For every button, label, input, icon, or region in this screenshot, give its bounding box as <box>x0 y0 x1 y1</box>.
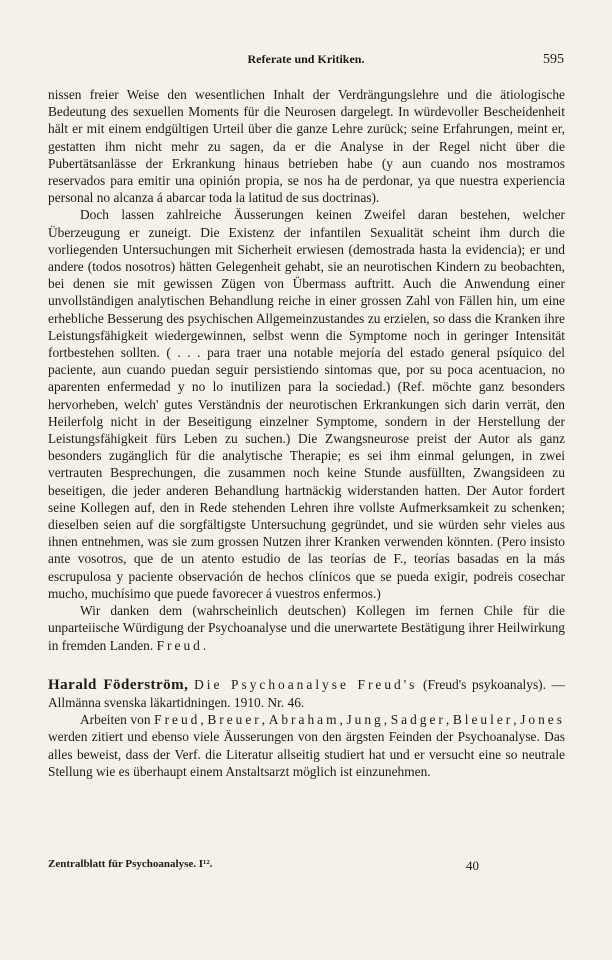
cited-name: Bleuler <box>452 712 514 728</box>
paragraph: Doch lassen zahlreiche Äusserungen keinen Zweifel daran bestehen, welcher Überzeugung er zuneigt. Die Existenz der infantilen Sexualität scheint ihm durch die vorliegenden Untersuchungen mit Sicherheit erwiesen (demostrada hasta la evidencia); er und andere (todos nosotros) hätten Gelegenheit gehabt, sie an neurotischen Kindern zu beobachten, bei denen sie mit gewissen Zügen von Übermass auftritt. Auch die Anwendung einer unvollständigen analytischen Behandlung reiche in einer grossen Zahl von Fällen hin, um eine erhebliche Besserung des psychischen Allgemeinzustandes zu erzielen, so dass die Kranken ihre Leistungsfähigkeit wiedergewinnen, selbst wenn die Symptome noch in geringer Intensität fortbestehen sollten. ( . . . para traer una notable mejoría del estado general psíquico del paciente, aun cuando puedan seguir persistiendo sintomas que, por su poca acentuacion, no aparenten enfermedad y no lo inutilizen para la sociedad.) (Ref. möchte ganz besonders hervorheben, welch' gutes Verständnis der neurotischen Erkrankungen sich darin verrät, den Heilerfolg nicht in der Beseitigung einzelner Symptome, sondern in der Herstellung der Leistungsfähigkeit fürs Leben zu suchen.) Die Zwangsneurose preist der Autor als ganz besonders zugänglich für die analytische Therapie; es sei ihm einmal gelungen, in zwei vertrauten Besprechungen, die zusammen noch keine Stunde ausfüllten, Zwangsideen zu beseitigen, die jeder anderen Behandlung hartnäckig widerstanden hatten. Der Autor fordert seine Kollegen auf, den in Rede stehenden Lehren ihre vollste Aufmerksamkeit zu schenken; dieselben seien auf die sorgfältigste Untersuchung gegründet, und sie würden sehr vieles aus ihnen entnehmen, was sie zum grossen Nutzen ihrer Kranken verwenden könnten. (Pero insisto ante vosotros, que de un atento estudio de las teorías de F., teorías basadas en la más escrupulosa y paciente observación de hechos clínicos que se pueda exigir, podreis cosechar mucho, muchísimo que puede favorecer á vuestros enfermos.) <box>48 207 565 601</box>
review-heading <box>48 676 565 711</box>
cited-name: Abraham <box>268 712 340 728</box>
cited-name: Freud <box>154 712 201 728</box>
page-number: 595 <box>543 52 564 67</box>
reviewed-details: (Freud's psykoanalys). — Allmänna svenska läkartidningen. 1910. Nr. 46. <box>48 676 566 710</box>
paragraph-closing <box>48 602 565 654</box>
review-text-rest: werden zitiert und ebenso viele Äusserungen von den ärgsten Feinden der Psychoanalyse. Das alles beweist, dass der Verf. die Literatur allseitig studiert hat und er versucht eine so neutrale Stellung wie es überhaupt einem Anstaltsarzt möglich ist einzunehmen. <box>48 729 565 779</box>
review-paragraph: Arbeiten von Freud, Breuer, Abraham, Jung, Sadger, Bleuler, Jones werden zitiert und ebenso viele Äusserungen von den ärgsten Feinden der Psychoanalyse. Das alles beweist, dass der Verf. die Literatur allseitig studiert hat und er versucht eine so neutrale Stellung wie es überhaupt einem Anstaltsarzt möglich ist einzunehmen. <box>48 712 565 779</box>
page-footer <box>48 858 564 876</box>
review-text-start: Arbeiten von <box>80 712 151 728</box>
cited-name: Jung <box>346 712 384 728</box>
reviewed-author: Harald Föderström, <box>48 676 189 693</box>
cited-name: Sadger <box>390 712 446 728</box>
reviewer-signature: Freud. <box>156 637 210 653</box>
text-body <box>48 86 565 780</box>
cited-name: Jones <box>520 712 565 728</box>
sheet-number: 40 <box>466 858 479 873</box>
paragraph-continuation: nissen freier Weise den wesentlichen Inhalt der Verdrängungslehre und die ätiologische Bedeutung des sexuellen Moments für die Neurosen dargelegt. In würdevoller Bescheidenheit hält er mit einem endgültigen Urteil über die ganze Lehre zurück; seine Erfahrungen, meint er, gestatten ihm nicht mehr zu sagen, da er die Analyse in der Regel nicht über die Pubertätsanlässe der Erkrankung hinaus betrieben habe (y aun cuando nos mostramos reservados para emitir una opinión propia, se nos ha de perdonar, ya que nuestra experiencia personal no alcanza á abarcar toda la latitud de sus doctrinas). <box>48 87 565 206</box>
running-header <box>48 52 564 72</box>
paragraph-text: Wir danken dem (wahrscheinlich deutschen) Kollegen im fernen Chile für die unparteiische Würdigung der Psychoanalyse und die unerwartete Bestätigung ihrer Heilwirkung in fremden Landen. <box>48 603 565 653</box>
reviewed-title: Die Psychoanalyse Freud's <box>194 676 418 692</box>
running-title: Referate und Kritiken. <box>247 52 365 66</box>
cited-name: Breuer <box>207 712 262 728</box>
journal-signature: Zentralblatt für Psychoanalyse. I¹². <box>48 858 213 870</box>
